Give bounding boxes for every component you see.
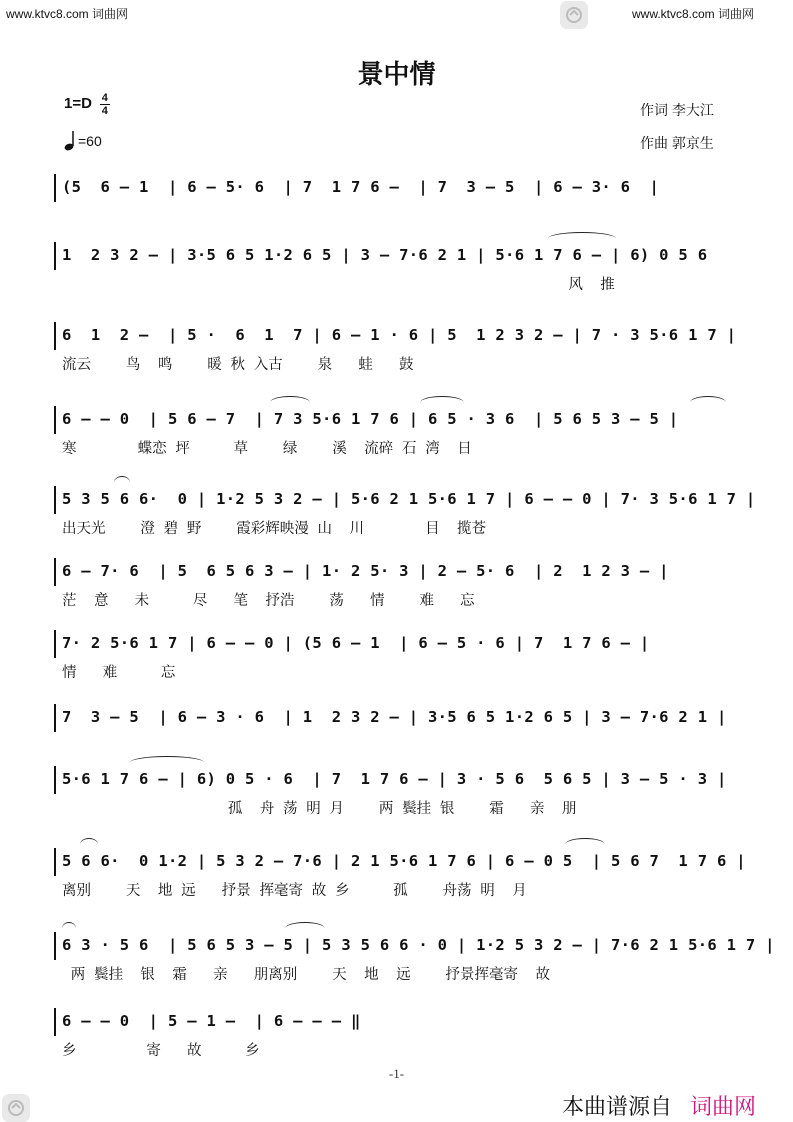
notation-line: 5 3 5 6 6· 0 | 1·2 5 3 2 – | 5·6 2 1 5·6 1 7 | 6 – – 0 | 7· 3 5·6 1 7 | bbox=[62, 490, 756, 508]
slur-mark bbox=[285, 922, 325, 935]
lyricist-credit: 作词 李大江 bbox=[640, 102, 714, 118]
system-start-bar bbox=[54, 848, 56, 876]
notation-line: 6 – – 0 | 5 6 – 7 | 7 3 5·6 1 7 6 | 6 5 · 3 6 | 5 6 5 3 – 5 | bbox=[62, 410, 679, 428]
ktvc8-logo-icon bbox=[560, 1, 588, 29]
notation-line: 6 3 · 5 6 | 5 6 5 3 – 5 | 5 3 5 6 6 · 0 | 1·2 5 3 2 – | 7·6 2 1 5·6 1 7 | bbox=[62, 936, 775, 954]
notation-line: (5 6 – 1 | 6 – 5· 6 | 7 1 7 6 – | 7 3 – 5 | 6 – 3· 6 | bbox=[62, 178, 660, 196]
notation-line: 6 1 2 – | 5 · 6 1 7 | 6 – 1 · 6 | 5 1 2 3 2 – | 7 · 3 5·6 1 7 | bbox=[62, 326, 737, 344]
key-signature bbox=[64, 92, 110, 117]
system-start-bar bbox=[54, 558, 56, 586]
notation-line: 5·6 1 7 6 – | 6) 0 5 · 6 | 7 1 7 6 – | 3 · 5 6 5 6 5 | 3 – 5 · 3 | bbox=[62, 770, 727, 788]
source-footer bbox=[562, 1090, 756, 1121]
system-start-bar bbox=[54, 630, 56, 658]
system-start-bar bbox=[54, 932, 56, 960]
slur-mark bbox=[80, 838, 98, 851]
notation-line: 7 3 – 5 | 6 – 3 · 6 | 1 2 3 2 – | 3·5 6 5 1·2 6 5 | 3 – 7·6 2 1 | bbox=[62, 708, 727, 726]
tempo-value: =60 bbox=[78, 133, 102, 149]
time-bottom: 4 bbox=[101, 105, 108, 117]
lyric-line: 乡 寄 故 乡 bbox=[62, 1043, 260, 1059]
system-start-bar bbox=[54, 174, 56, 202]
system-start-bar bbox=[54, 406, 56, 434]
lyric-line: 孤 舟 荡 明 月 两 鬓挂 银 霜 亲 朋 bbox=[62, 801, 577, 817]
time-top: 4 bbox=[101, 92, 108, 104]
lyric-line: 两 鬓挂 银 霜 亲 朋离别 天 地 远 抒景挥毫寄 故 bbox=[62, 967, 550, 983]
system-start-bar bbox=[54, 766, 56, 794]
slur-mark bbox=[130, 756, 204, 769]
lyric-line: 情 难 忘 bbox=[62, 665, 176, 681]
slur-mark bbox=[565, 838, 605, 851]
page-number: -1- bbox=[388, 1066, 405, 1081]
composer-credit: 作曲 郭京生 bbox=[640, 135, 714, 151]
song-title: 景中情 bbox=[357, 60, 436, 90]
quarter-note-icon bbox=[64, 130, 76, 152]
site-url-right[interactable]: www.ktvc8.com 词曲网 bbox=[632, 7, 755, 21]
system-start-bar bbox=[54, 242, 56, 270]
ktvc8-logo-icon-bottom bbox=[2, 1094, 30, 1122]
system-start-bar bbox=[54, 322, 56, 350]
notation-line: 7· 2 5·6 1 7 | 6 – – 0 | (5 6 – 1 | 6 – 5 · 6 | 7 1 7 6 – | bbox=[62, 634, 650, 652]
lyric-line: 流云 鸟 鸣 暖 秋 入古 泉 蛙 鼓 bbox=[62, 357, 414, 373]
brand-link[interactable]: 词曲网 bbox=[690, 1094, 757, 1119]
slur-mark bbox=[270, 396, 310, 409]
tempo-marking bbox=[64, 130, 102, 152]
lyric-line: 风 推 bbox=[62, 277, 615, 293]
key-label: 1=D bbox=[64, 95, 92, 113]
source-label: 本曲谱源自 bbox=[562, 1094, 673, 1119]
lyric-line: 茫 意 未 尽 笔 抒浩 荡 情 难 忘 bbox=[62, 593, 475, 609]
lyric-line: 出天光 澄 碧 野 霞彩辉映漫 山 川 目 揽苍 bbox=[62, 521, 487, 537]
slur-mark bbox=[548, 232, 616, 245]
notation-line: 6 – 7· 6 | 5 6 5 6 3 – | 1· 2 5· 3 | 2 – 5· 6 | 2 1 2 3 – | bbox=[62, 562, 669, 580]
time-signature bbox=[100, 92, 110, 117]
site-url-left[interactable]: www.ktvc8.com 词曲网 bbox=[6, 7, 129, 21]
slur-mark bbox=[690, 396, 726, 409]
slur-mark bbox=[114, 476, 130, 489]
lyric-line: 离别 天 地 远 抒景 挥毫寄 故 乡 孤 舟荡 明 月 bbox=[62, 883, 527, 899]
lyric-line: 寒 蝶恋 坪 草 绿 溪 流碎 石 湾 日 bbox=[62, 441, 472, 457]
slur-mark bbox=[62, 922, 76, 935]
system-start-bar bbox=[54, 704, 56, 732]
slur-mark bbox=[420, 396, 464, 409]
notation-line: 6 – – 0 | 5 – 1 – | 6 – – – ‖ bbox=[62, 1012, 361, 1030]
system-start-bar bbox=[54, 1008, 56, 1036]
notation-line: 5 6 6· 0 1·2 | 5 3 2 – 7·6 | 2 1 5·6 1 7 6 | 6 – 0 5 | 5 6 7 1 7 6 | bbox=[62, 852, 746, 870]
notation-line: 1 2 3 2 – | 3·5 6 5 1·2 6 5 | 3 – 7·6 2 1 | 5·6 1 7 6 – | 6) 0 5 6 bbox=[62, 246, 708, 264]
system-start-bar bbox=[54, 486, 56, 514]
